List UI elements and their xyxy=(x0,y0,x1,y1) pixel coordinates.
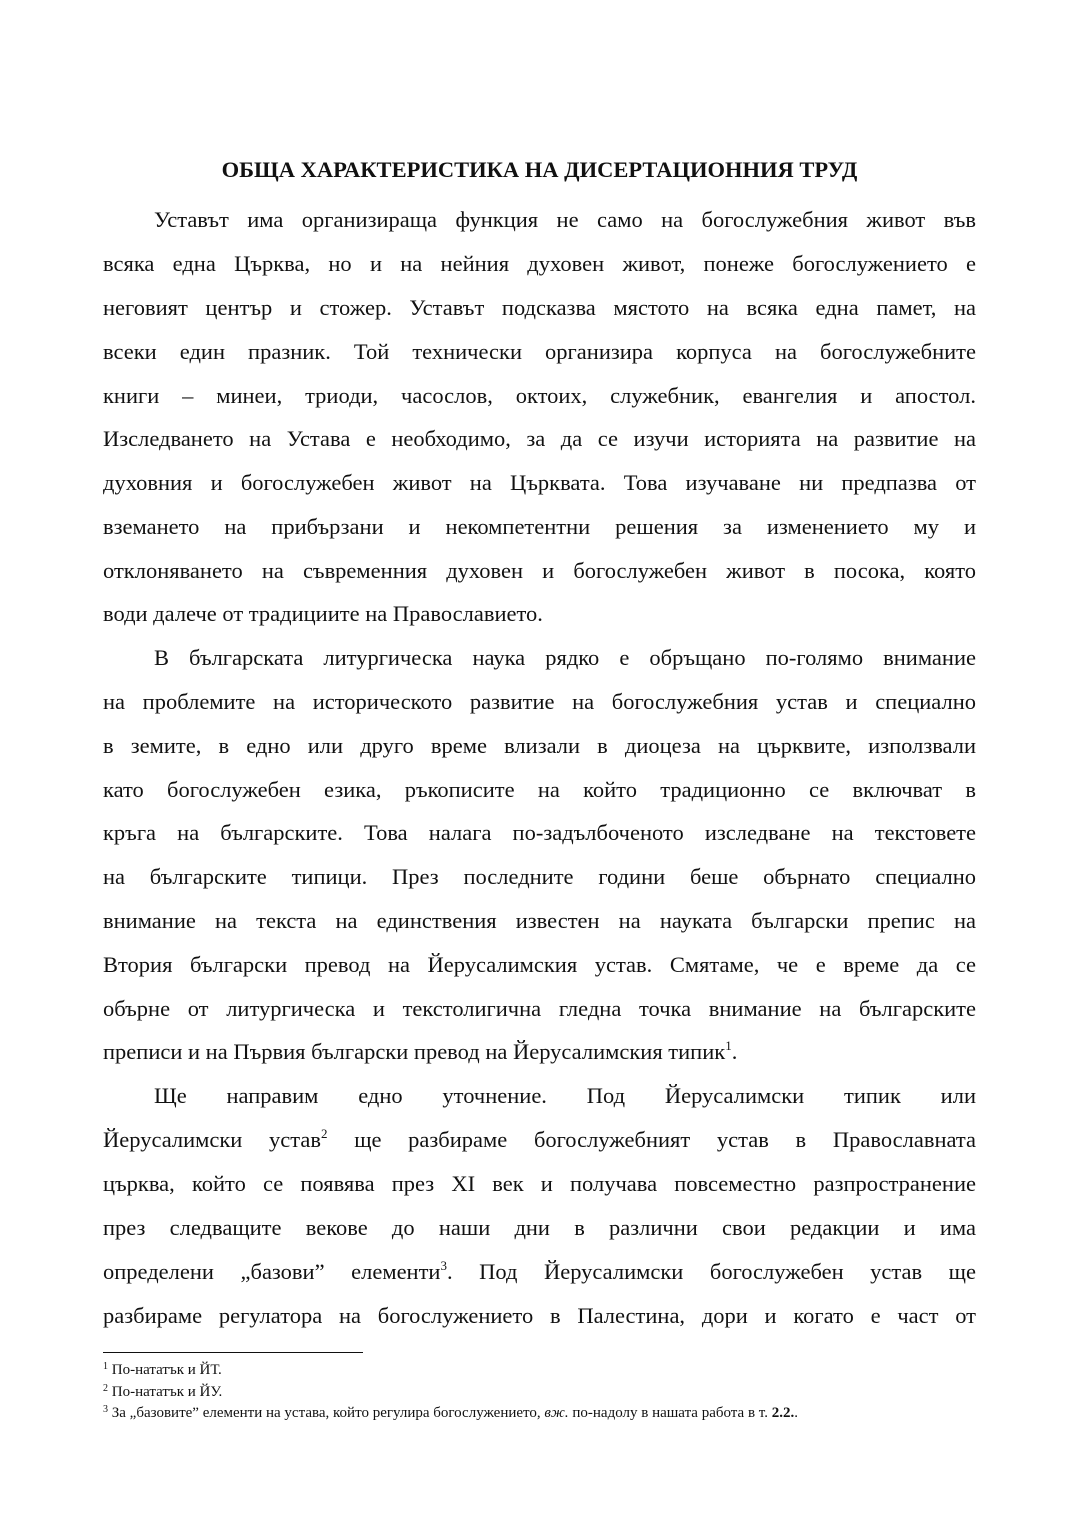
body-line: отклоняването на съвременния духовен и богослужебен живот в посока, която xyxy=(103,558,976,583)
body-line: разбираме регулатора на богослужението в Палестина, дори и когато е част от xyxy=(103,1303,976,1328)
line-text: ще разбираме богослужебният устав в Православната xyxy=(354,1127,977,1152)
body-line: внимание на текста на единствения известен на науката български препис на xyxy=(103,908,976,933)
footnote xyxy=(103,1362,1003,1378)
line-text: . Под Йерусалимски богослужебен устав ще xyxy=(446,1259,976,1284)
body-line: като богослужебен езика, ръкописите на който традиционно се включват в xyxy=(103,777,976,802)
footnote-marker[interactable]: 1 xyxy=(725,1038,732,1053)
body-line: Уставът има организираща функция не само на богослужебния живот във xyxy=(154,207,976,232)
footnote-marker[interactable]: 3 xyxy=(440,1258,447,1273)
body-line: Втория български превод на Йерусалимския устав. Смятаме, че е време да се xyxy=(103,952,976,977)
body-line: вземането на прибързани и некомпетентни решения за изменението му и xyxy=(103,514,976,539)
footnote-text: по-надолу в нашата работа в т. xyxy=(568,1405,772,1421)
body-line: духовния и богослужебен живот на Църквата. Това изучаване ни предпазва от xyxy=(103,470,976,495)
body-line: кръга на българските. Това налага по-задълбоченото изследване на текстовете xyxy=(103,820,976,845)
footnote-number: 2 xyxy=(103,1383,108,1394)
line-text: Йерусалимски устав xyxy=(103,1127,321,1152)
section-reference[interactable]: 2.2. xyxy=(771,1405,795,1421)
body-line: книги – минеи, триоди, часослов, октоих, служебник, евангелия и апостол. xyxy=(103,383,976,408)
body-line: на българските типици. През последните години беше обърнато специално xyxy=(103,864,976,889)
footnote xyxy=(103,1384,1003,1400)
body-line: неговият център и стожер. Уставът подсказва мястото на всяка една памет, на xyxy=(103,295,976,320)
footnote-text: . xyxy=(794,1405,798,1421)
body-line xyxy=(103,1037,976,1067)
footnote-abbrev: вж. xyxy=(544,1405,569,1421)
footnote-separator xyxy=(103,1352,363,1353)
body-line: обърне от литургическа и текстолигична гледна точка внимание на българските xyxy=(103,996,976,1021)
body-line: Изследването на Устава е необходимо, за да се изучи историята на развитие на xyxy=(103,426,976,451)
body-line: всяка една Църква, но и на нейния духовен живот, понеже богослужението е xyxy=(103,251,976,276)
footnote-marker[interactable]: 2 xyxy=(321,1126,328,1141)
body-line: на проблемите на историческото развитие на богослужебния устав и специално xyxy=(103,689,976,714)
body-line xyxy=(103,1125,976,1155)
body-line xyxy=(103,1257,976,1287)
body-line: всеки един празник. Той технически организира корпуса на богослужебните xyxy=(103,339,976,364)
footnote-text: По-нататък и ЙУ. xyxy=(111,1384,223,1400)
footnote-number: 1 xyxy=(103,1361,108,1372)
line-text: преписи и на Първия български превод на Йерусалимския типик xyxy=(103,1039,726,1064)
line-text: . xyxy=(731,1039,738,1064)
body-line: Ще направим едно уточнение. Под Йерусалимски типик или xyxy=(154,1083,976,1108)
body-line: В българската литургическа наука рядко е обръщано по-голямо внимание xyxy=(154,645,976,670)
body-line: през следващите векове до наши дни в различни свои редакции и има xyxy=(103,1215,976,1240)
footnote xyxy=(103,1405,1003,1421)
line-text: определени „базови” елементи xyxy=(103,1259,441,1284)
page-title: ОБЩА ХАРАКТЕРИСТИКА НА ДИСЕРТАЦИОННИЯ ТРУД xyxy=(221,157,858,182)
body-line: води далече от традициите на Православието. xyxy=(103,601,543,626)
body-line: в земите, в едно или друго време влизали в диоцеза на църквите, използвали xyxy=(103,733,976,758)
footnote-text: По-нататък и ЙТ. xyxy=(111,1362,222,1378)
footnote-number: 3 xyxy=(103,1404,108,1415)
body-line: църква, който се появява през XI век и получава повсеместно разпространение xyxy=(103,1171,976,1196)
footnote-text: За „базовите” елементи на устава, който регулира богослужението, xyxy=(111,1405,545,1421)
